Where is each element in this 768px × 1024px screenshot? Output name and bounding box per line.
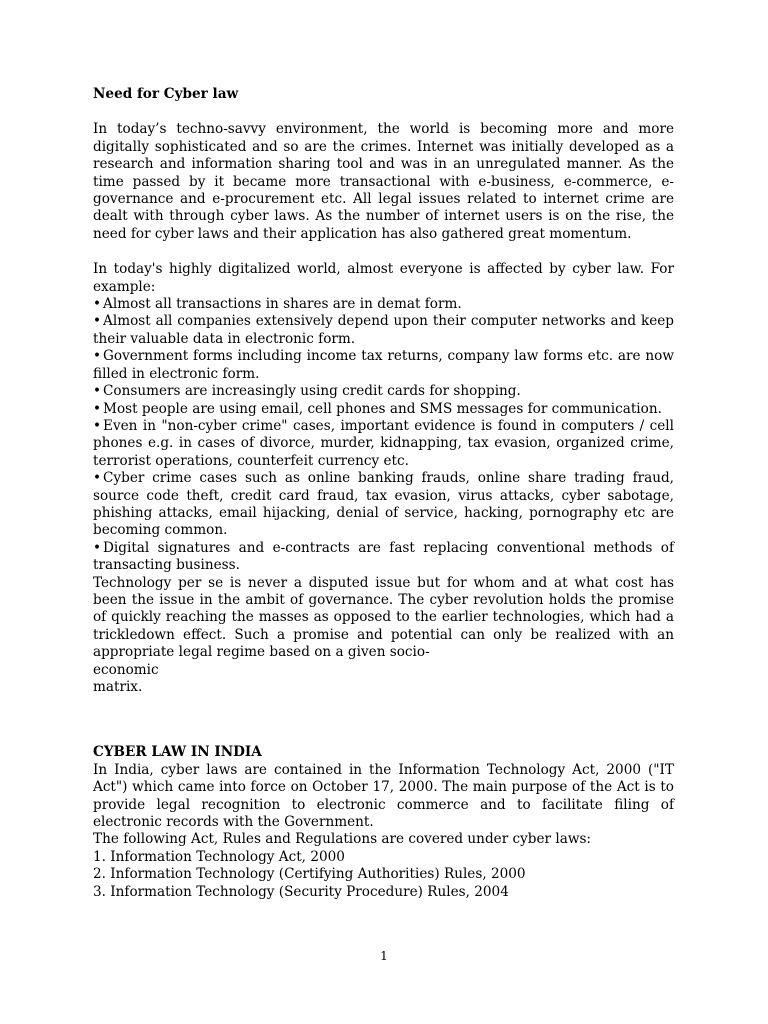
list-item: 2. Information Technology (Certifying Authorities) Rules, 2000 bbox=[93, 866, 526, 883]
list-item: 3. Information Technology (Security Procedure) Rules, 2004 bbox=[93, 883, 509, 900]
paragraph-it-act: In India, cyber laws are contained in the Information Technology Act, 2000 ("IT Act") which came into force on October 17, 2000. The main purpose of the Act is to provide legal recognition to electronic commerce and to facilitate filing of electronic records with the Government. bbox=[93, 761, 674, 831]
bullet-item: • Cyber crime cases such as online banking frauds, online share trading fraud, source code theft, credit card fraud, tax evasion, virus attacks, cyber sabotage, phishing attacks, email hijacking, denial of service, hacking, pornography etc are becoming common. bbox=[93, 470, 674, 540]
paragraph-technology-line3: matrix. bbox=[93, 679, 143, 695]
bullet-item: • Almost all companies extensively depend upon their computer networks and keep their valuable data in electronic form. bbox=[93, 313, 674, 348]
bullet-item: • Government forms including income tax returns, company law forms etc. are now filled in electronic form. bbox=[93, 348, 674, 383]
bullet-item: • Digital signatures and e-contracts are fast replacing conventional methods of transacting business. bbox=[93, 540, 674, 575]
paragraph-digitalized-world: In today's highly digitalized world, almost everyone is affected by cyber law. For example: bbox=[93, 261, 674, 295]
list-item: 1. Information Technology Act, 2000 bbox=[93, 848, 345, 865]
bullet-item: • Consumers are increasingly using credit cards for shopping. bbox=[93, 383, 674, 400]
bullet-item: • Almost all transactions in shares are in demat form. bbox=[93, 296, 674, 313]
paragraph-intro: In today’s techno-savvy environment, the world is becoming more and more digitally sophisticated and so are the crimes. Internet was initially developed as a research and information sharing tool and was in an unregulated manner. As the time passed by it became more transactional with e-business, e-commerce, e-governance and e-procurement etc. All legal issues related to internet crime are dealt with through cyber laws. As the number of internet users is on the rise, the need for cyber laws and their application has also gathered great momentum. bbox=[93, 121, 674, 242]
section-heading-need-for-cyber-law: Need for Cyber law bbox=[93, 86, 239, 102]
bullet-item: • Even in "non-cyber crime" cases, important evidence is found in computers / cell phones e.g. in cases of divorce, murder, kidnapping, tax evasion, organized crime, terrorist operations, counterfeit currency etc. bbox=[93, 418, 674, 470]
paragraph-technology-line2: economic bbox=[93, 661, 159, 678]
page-number: 1 bbox=[380, 949, 388, 963]
bullet-item: • Most people are using email, cell phones and SMS messages for communication. bbox=[93, 401, 674, 418]
section-heading-cyber-law-in-india: CYBER LAW IN INDIA bbox=[93, 744, 262, 761]
list-intro: The following Act, Rules and Regulations are covered under cyber laws: bbox=[93, 831, 592, 848]
paragraph-technology: Technology per se is never a disputed issue but for whom and at what cost has been the issue in the ambit of governance. The cyber revolution holds the promise of quickly reaching the masses as opposed to the earlier technologies, which had a trickledown effect. Such a promise and potential can only be realized with an appropriate legal regime based on a given socio- bbox=[93, 574, 674, 661]
